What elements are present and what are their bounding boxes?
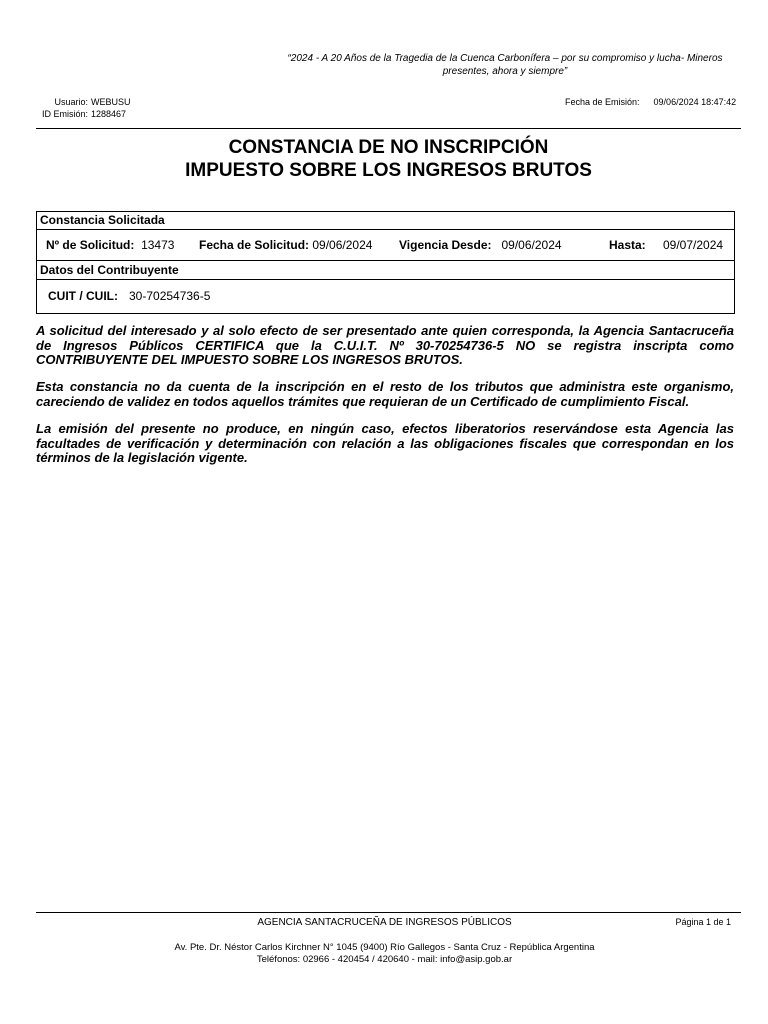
constancia-values-row xyxy=(37,230,734,260)
header-motto xyxy=(270,52,740,78)
fecha-solicitud-value: 09/06/2024 xyxy=(312,238,373,252)
footer-divider xyxy=(36,912,741,913)
usuario-label: Usuario: xyxy=(54,97,88,107)
validity-paragraph: Esta constancia no da cuenta de la inscripción en el resto de los tributos que administra este organismo, careciendo de validez en todos aquellos trámites que requieran de un Certificado de cumplimiento Fiscal. xyxy=(36,379,734,409)
footer-agency: AGENCIA SANTACRUCEÑA DE INGRESOS PÚBLICOS xyxy=(257,917,512,928)
certification-paragraph: A solicitud del interesado y al solo efecto de ser presentado ante quien corresponda, la Agencia Santacruceña de Ingresos Públicos CERTIFICA que la C.U.I.T. Nº 30-70254736-5 NO se registra inscripta como CONTRIBUYENTE DEL IMPUESTO SOBRE LOS INGRESOS BRUTOS. xyxy=(36,323,734,367)
fecha-emision-label: Fecha de Emisión: xyxy=(565,97,640,107)
vigencia-desde-value: 09/06/2024 xyxy=(501,238,562,252)
fecha-solicitud xyxy=(199,230,372,260)
nro-solicitud-label: Nº de Solicitud: xyxy=(46,238,135,252)
hasta-value: 09/07/2024 xyxy=(663,238,724,252)
id-emision-value: 1288467 xyxy=(91,109,127,119)
constancia-box xyxy=(36,211,735,314)
contribuyente-section-header: Datos del Contribuyente xyxy=(40,263,179,277)
vigencia-desde xyxy=(399,230,562,260)
cuit-label: CUIT / CUIL: xyxy=(48,289,118,303)
footer-phones: Teléfonos: 02966 - 420454 / 420640 - mail: info@asip.gob.ar xyxy=(256,954,513,965)
cuit-row xyxy=(37,280,734,312)
cuit-value: 30-70254736-5 xyxy=(129,289,211,303)
id-emision-field xyxy=(38,109,126,120)
header-divider xyxy=(36,128,741,129)
nro-solicitud xyxy=(46,230,174,260)
footer-contact xyxy=(36,942,733,966)
fecha-solicitud-label: Fecha de Solicitud: xyxy=(199,238,310,252)
usuario-value: WEBUSU xyxy=(91,97,131,107)
constancia-section-header: Constancia Solicitada xyxy=(40,213,165,227)
footer-address: Av. Pte. Dr. Néstor Carlos Kirchner N° 1045 (9400) Río Gallegos - Santa Cruz - República Argentina xyxy=(174,942,595,953)
page-number: Página 1 de 1 xyxy=(675,917,731,927)
fecha-emision-field xyxy=(565,97,736,108)
motto-line-2: presentes, ahora y siempre” xyxy=(442,66,568,77)
id-emision-label: ID Emisión: xyxy=(41,109,88,119)
usuario-field xyxy=(38,97,131,108)
hasta-label: Hasta: xyxy=(609,238,646,252)
document-subtitle: IMPUESTO SOBRE LOS INGRESOS BRUTOS xyxy=(185,160,592,181)
motto-line-1: “2024 - A 20 Años de la Tragedia de la Cuenca Carbonífera – por su compromiso y lucha- Mineros xyxy=(287,53,723,64)
document-title: CONSTANCIA DE NO INSCRIPCIÓN xyxy=(228,137,549,158)
nro-solicitud-value: 13473 xyxy=(141,238,175,252)
disclaimer-paragraph: La emisión del presente no produce, en ningún caso, efectos liberatorios reservándose esta Agencia las facultades de verificación y determinación con relación a las obligaciones fiscales que correspondan en los términos de la legislación vigente. xyxy=(36,421,734,465)
vigencia-desde-label: Vigencia Desde: xyxy=(399,238,492,252)
fecha-emision-value: 09/06/2024 18:47:42 xyxy=(653,97,737,107)
